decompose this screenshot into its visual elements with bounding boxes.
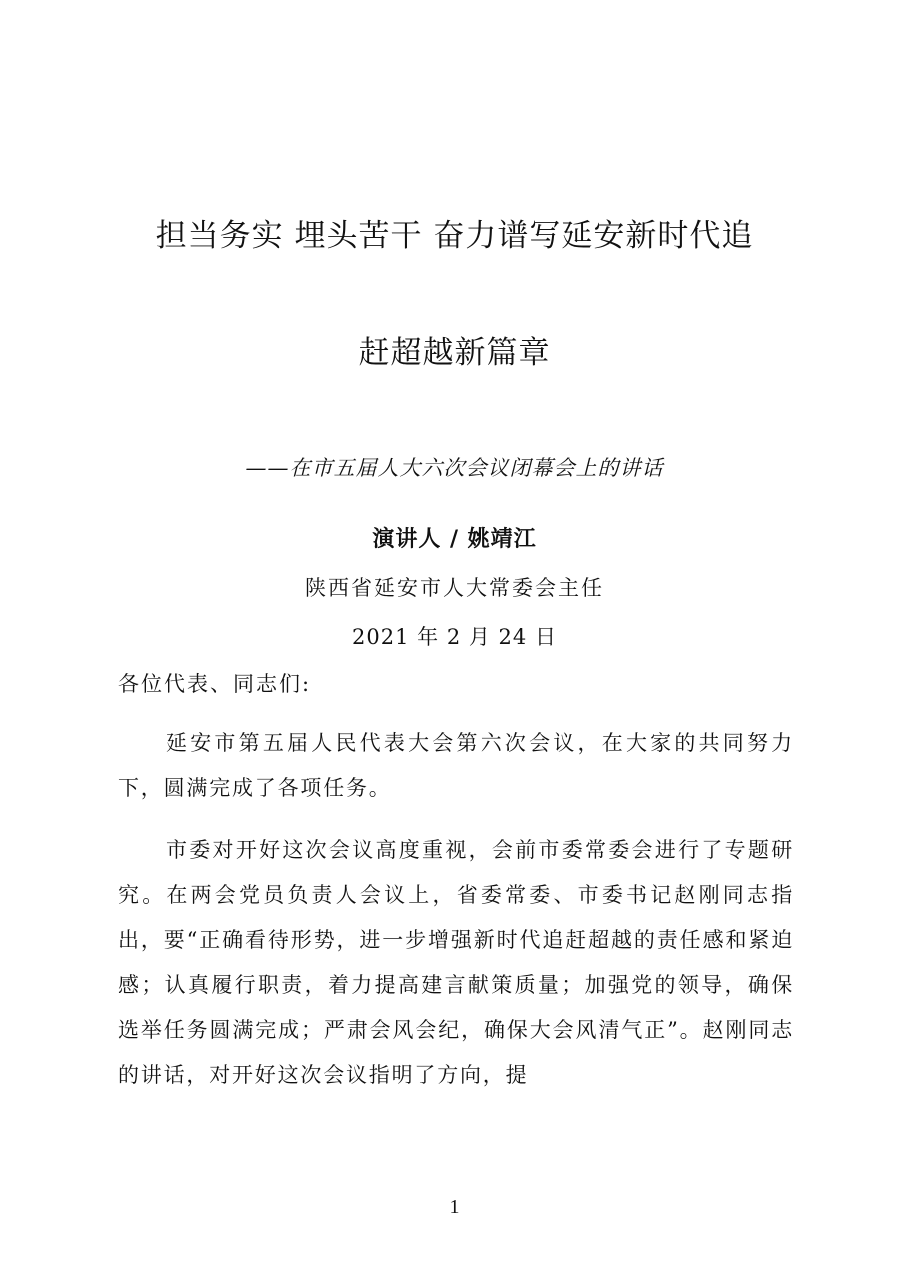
date: 2021 年 2 月 24 日 [352, 625, 557, 649]
title-line-2: 赶超越新篇章 [358, 335, 551, 371]
subtitle: ——在市五届人大六次会议闭幕会上的讲话 [245, 456, 664, 480]
salutation: 各位代表、同志们: [118, 672, 312, 696]
paragraph-2: 市委对开好这次会议高度重视，会前市委常委会进行了专题研究。在两会党员负责人会议上，省委常委、市委书记赵刚同志指出，要“正确看待形势，进一步增强新时代追赶超越的责任感和紧迫感；认真履行职责，着力提高建言献策质量；加强党的领导，确保选举任务圆满完成；严肃会风会纪，确保大会风清气正”。赵刚同志的讲话，对开好这次会议指明了方向，提 [118, 838, 794, 1087]
speaker-position: 陕西省延安市人大常委会主任 [305, 576, 604, 600]
title-line-1: 担当务实 埋头苦干 奋力谱写延安新时代追 [155, 218, 754, 254]
page-number: 1 [449, 1196, 460, 1218]
paragraph-1: 延安市第五届人民代表大会第六次会议，在大家的共同努力下，圆满完成了各项任务。 [118, 731, 794, 800]
speaker: 演讲人 / 姚靖江 [372, 527, 537, 552]
